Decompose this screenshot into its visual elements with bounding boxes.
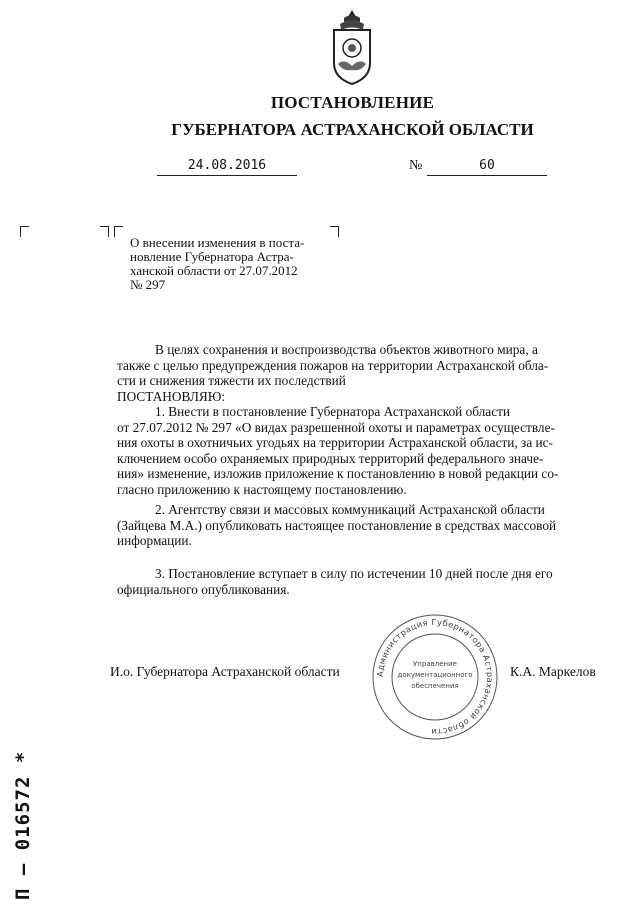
stamp-inner-line: обеспечения [411,682,459,690]
text-line: 2. Агентству связи и массовых коммуникаций Астраханской области [155,502,545,517]
subject-line: О внесении изменения в поста- [130,235,305,250]
preamble-paragraph [117,342,609,404]
text-line: от 27.07.2012 № 297 «О видах разрешенной охоты и параметрах осуществле- [117,419,555,435]
subject-line: новление Губернатора Астра- [130,249,294,264]
corner-mark [114,226,123,237]
text-line: 3. Постановление вступает в силу по истечении 10 дней после дня его [155,566,553,581]
number-label: № [409,158,423,173]
clause-2-paragraph [117,502,609,549]
signatory-position: И.о. Губернатора Астраханской области [110,664,340,679]
text-line: В целях сохранения и воспроизводства объектов животного мира, а [155,342,538,357]
stamp-inner-line: документационного [397,671,473,679]
document-number: 60 [427,158,547,176]
text-line: 1. Внести в постановление Губернатора Астраханской области [155,404,511,419]
subject-line: ханской области от 27.07.2012 [130,263,298,278]
corner-mark [20,226,29,237]
text-line: ключением особо охраняемых природных территорий федерального значе- [117,450,544,466]
subject-line: № 297 [130,277,166,292]
official-stamp [370,612,500,742]
text-line: ния» изменение, изложив приложение к постановлению в новой редакции со- [117,466,559,482]
text-line: гласно приложению к настоящему постановлению. [117,481,407,497]
stamp-inner-line: Управление [413,660,457,668]
clause-3-paragraph [117,566,609,597]
issuer-title: ГУБЕРНАТОРА АСТРАХАНСКОЙ ОБЛАСТИ [171,120,534,139]
clause-1-paragraph [117,404,609,498]
document-type-title: ПОСТАНОВЛЕНИЕ [270,93,435,112]
corner-mark [100,226,109,237]
text-line: официального опубликования. [117,581,290,597]
signatory-name: К.А. Маркелов [510,664,596,679]
form-serial-number: П – 016572 * [12,750,34,900]
text-line: также с целью предупреждения пожаров на территории Астраханской обла- [117,357,549,373]
stamp-ring-text: Администрация Губернатора Астраханской области [374,616,496,738]
coat-of-arms-emblem [324,8,380,86]
document-date: 24.08.2016 [157,158,297,176]
text-line: сти и снижения тяжести их последствий [117,373,346,389]
text-line: информации. [117,533,192,549]
text-line: (Зайцева М.А.) опубликовать настоящее постановление в средствах массовой [117,517,557,533]
text-line: ния охоты в охотничьих угодьях на территории Астраханской области, за ис- [117,435,553,451]
document-subject [130,236,338,292]
decree-word: ПОСТАНОВЛЯЮ: [117,388,226,404]
